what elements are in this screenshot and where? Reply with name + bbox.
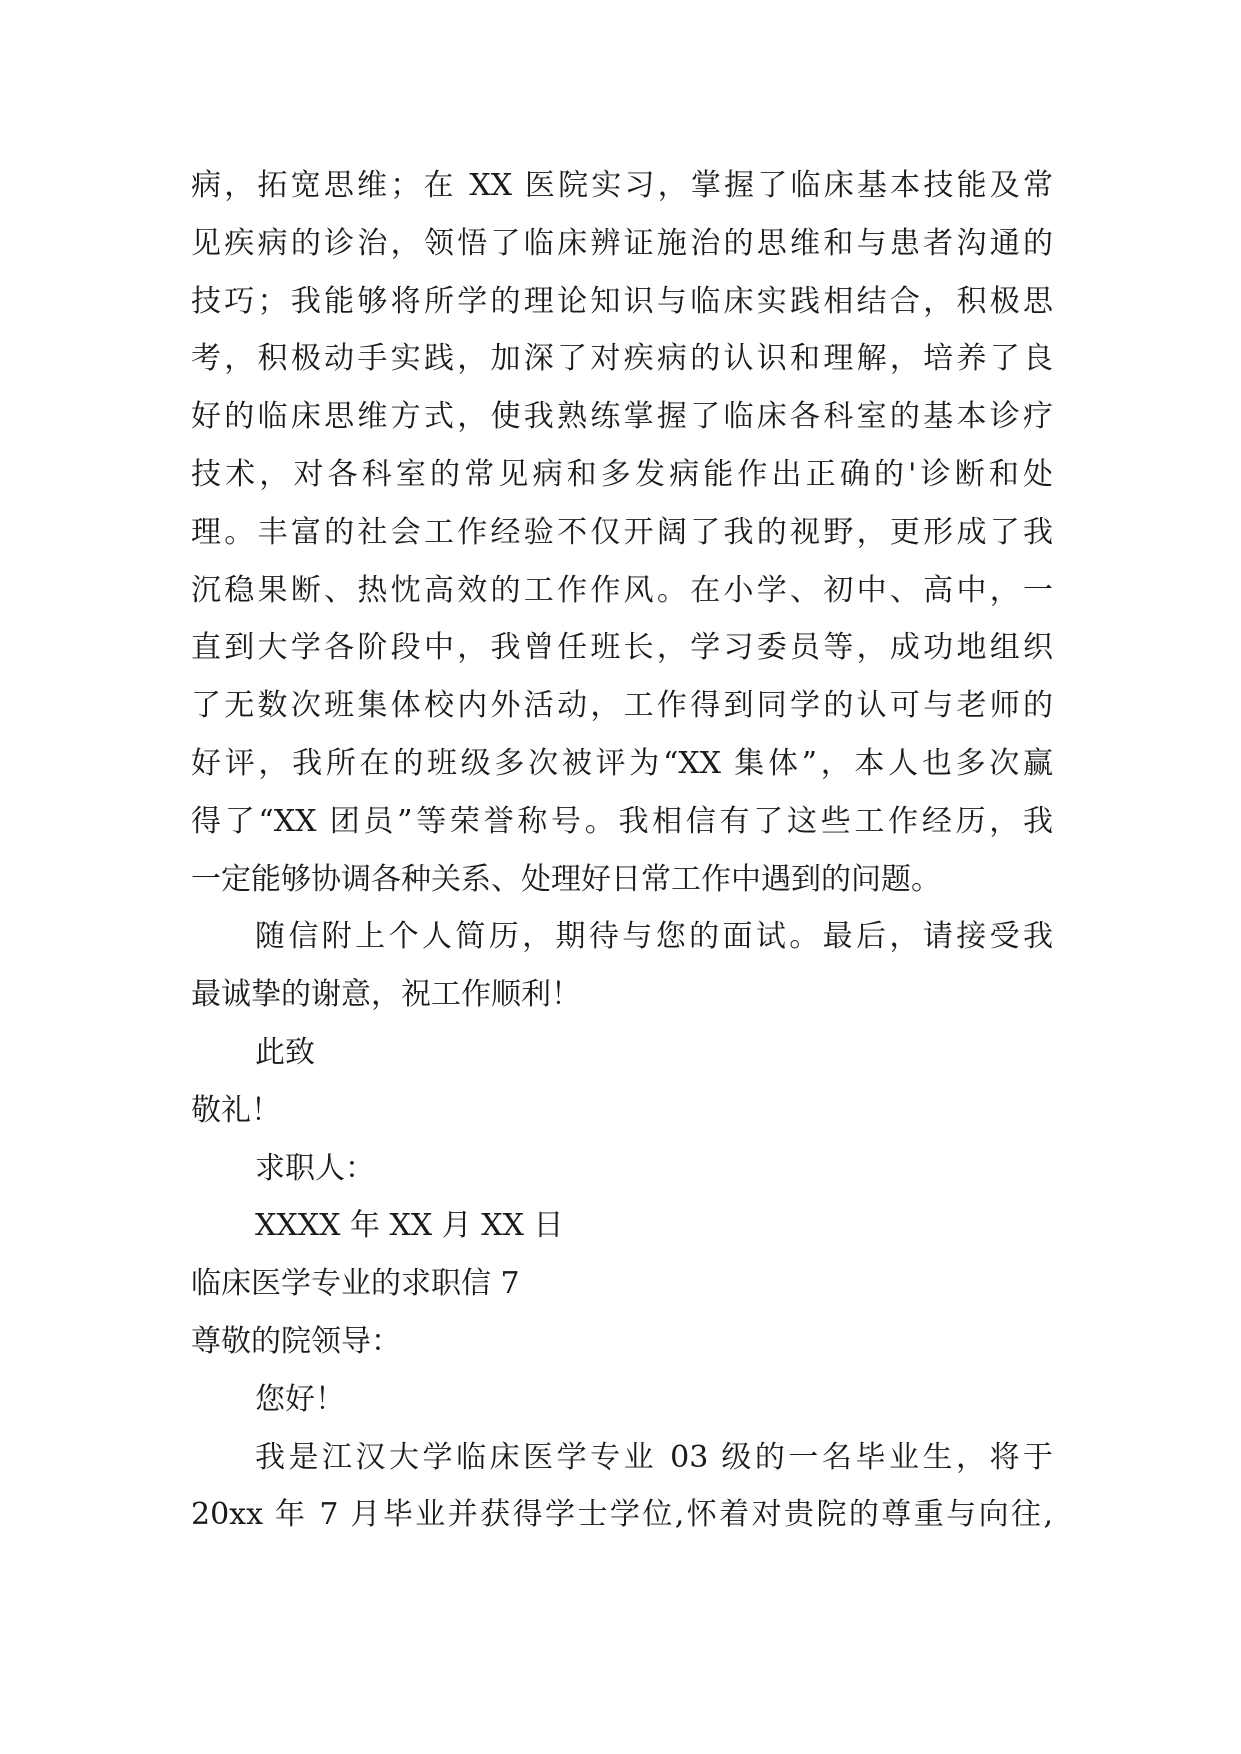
salutation-closing: 敬礼！ (191, 1092, 281, 1128)
greeting: 您好！ (255, 1381, 345, 1417)
paragraph-line: 随信附上个人简历，期待与您的面试。最后，请接受我 (255, 919, 1053, 955)
paragraph-line: 沉稳果断、热忱高效的工作作风。在小学、初中、高中，一 (191, 572, 1053, 608)
salutation: 尊敬的院领导： (191, 1323, 401, 1359)
paragraph-line: 考，积极动手实践，加深了对疾病的认识和理解，培养了良 (191, 341, 1053, 377)
paragraph-line: 理。丰富的社会工作经验不仅开阔了我的视野，更形成了我 (191, 514, 1053, 550)
paragraph-line: 技巧；我能够将所学的理论知识与临床实践相结合，积极思 (191, 283, 1053, 319)
paragraph-line: 我是江汉大学临床医学专业 03 级的一名毕业生，将于 (255, 1439, 1053, 1475)
applicant-label: 求职人： (255, 1150, 375, 1186)
letter-date: XXXX 年 XX 月 XX 日 (255, 1208, 564, 1244)
letter-body (191, 157, 1053, 1544)
paragraph-line: 一定能够协调各种关系、处理好日常工作中遇到的问题。 (191, 861, 941, 897)
paragraph-line: 好的临床思维方式，使我熟练掌握了临床各科室的基本诊疗 (191, 399, 1053, 435)
closing-phrase: 此致 (255, 1034, 315, 1070)
paragraph-line: 20xx 年 7 月毕业并获得学士学位,怀着对贵院的尊重与向往, (191, 1497, 1053, 1533)
paragraph-line: 最诚挚的谢意，祝工作顺利！ (191, 977, 581, 1013)
paragraph-line: 好评，我所在的班级多次被评为“XX 集体”，本人也多次赢 (191, 745, 1053, 781)
paragraph-line: 了无数次班集体校内外活动，工作得到同学的认可与老师的 (191, 688, 1053, 724)
section-title: 临床医学专业的求职信 7 (191, 1266, 520, 1302)
paragraph-line: 见疾病的诊治，领悟了临床辨证施治的思维和与患者沟通的 (191, 225, 1053, 261)
paragraph-line: 直到大学各阶段中，我曾任班长，学习委员等，成功地组织 (191, 630, 1053, 666)
paragraph-line: 得了“XX 团员”等荣誉称号。我相信有了这些工作经历，我 (191, 803, 1053, 839)
paragraph-line: 技术，对各科室的常见病和多发病能作出正确的'诊断和处 (191, 456, 1053, 492)
paragraph-line: 病，拓宽思维；在 XX 医院实习，掌握了临床基本技能及常 (191, 168, 1053, 203)
